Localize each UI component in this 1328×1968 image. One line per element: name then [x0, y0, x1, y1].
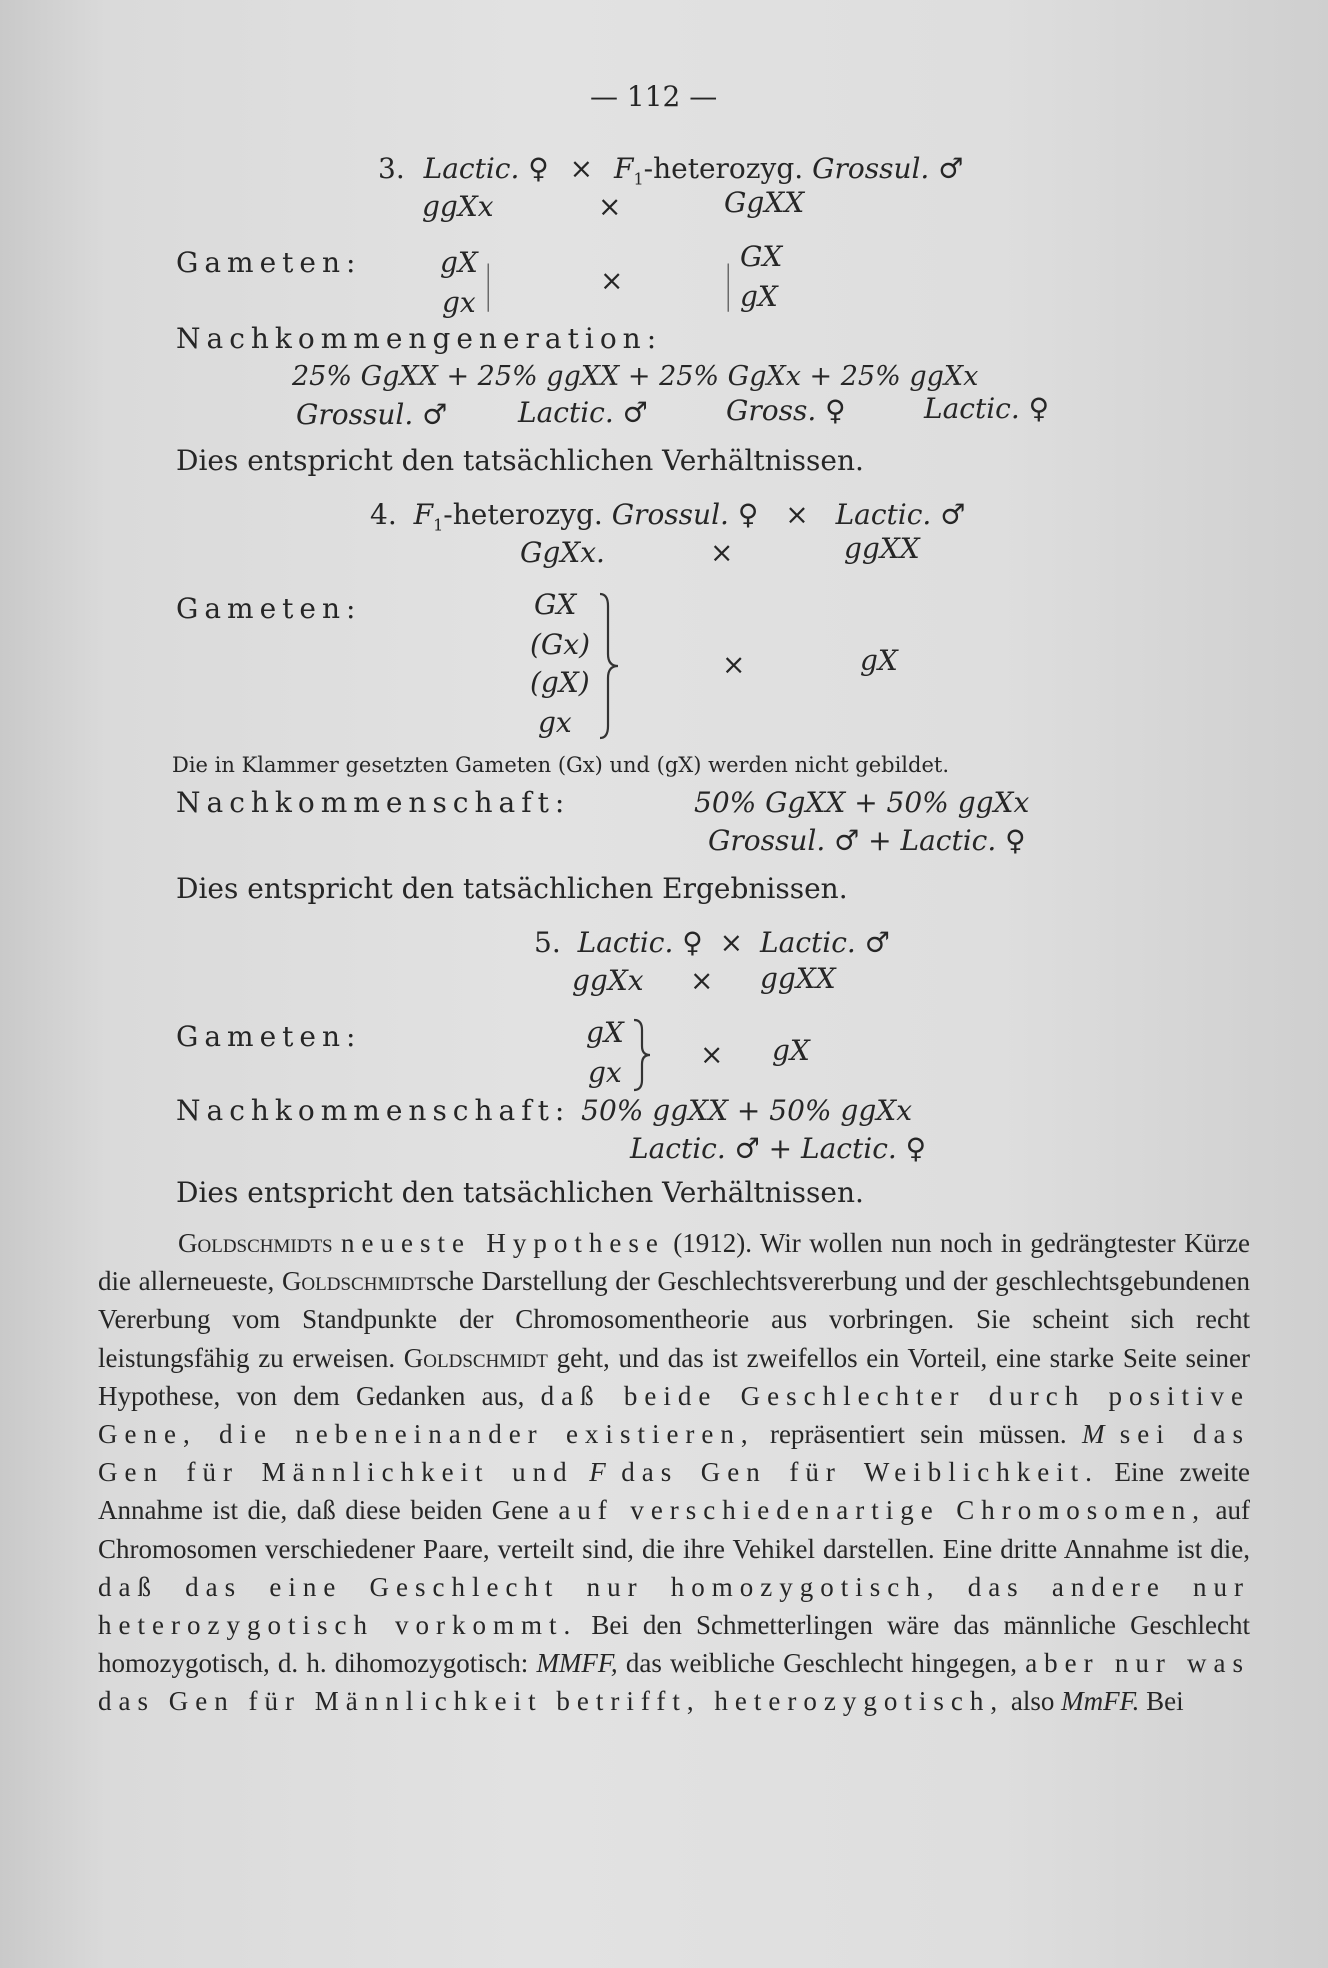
cross4-brace: [596, 590, 622, 742]
cross3-parent2-rest: -heterozyg.: [643, 152, 804, 185]
cross3-offspring-name-1: Grossul. ♂: [296, 398, 448, 431]
cross4-parent2: Lactic. ♂: [835, 498, 966, 531]
cross5-gam2: gX: [772, 1034, 810, 1067]
emphasis: auf verschiedenartige Chromosomen,: [558, 1495, 1206, 1526]
cross3-parent2-name: Grossul. ♂: [812, 152, 964, 185]
cross3-gam2-a: GX: [740, 240, 783, 273]
cross5-parent2: Lactic. ♂: [760, 926, 890, 959]
cross3-offspring-formula: 25% GgXX + 25% ggXX + 25% GgXx + 25% ggXx: [292, 361, 979, 392]
cross5-gameten-label: Gameten:: [176, 1020, 362, 1053]
cross3-offspring-name-4: Lactic. ♀: [924, 392, 1050, 425]
cross5-parent1: Lactic. ♀: [577, 926, 703, 959]
cross3-gam-times: ×: [600, 264, 624, 297]
cross4-gam-times: ×: [722, 648, 746, 681]
cross5-offspring-names: Lactic. ♂ + Lactic. ♀: [630, 1132, 927, 1165]
cross5-times: ×: [719, 926, 744, 959]
cross3-offspring-name-3: Gross. ♀: [726, 394, 846, 427]
cross3-offspring-label: Nachkommengeneration:: [176, 322, 663, 355]
cross4-times: ×: [785, 498, 809, 531]
cross3-geno-times: ×: [598, 190, 622, 223]
cross5-header: [534, 926, 890, 960]
page-number: — 112 —: [590, 80, 718, 113]
author-name: Goldschmidt: [403, 1342, 548, 1373]
cross3-number: 3.: [378, 152, 405, 185]
cross3-brace-left: |: [484, 256, 492, 312]
emphasis: daß das eine Geschlecht nur homozygotisch, das andere nur heterozygotisch vorkommt.: [98, 1571, 1250, 1641]
cross3-gam1-b: gx: [442, 286, 476, 319]
emphasis: aber nur was das Gen für Männlichkeit betrifft, heterozygotisch,: [98, 1648, 1251, 1717]
cross5-geno2: ggXX: [760, 962, 836, 995]
cross3-brace-right: |: [724, 256, 732, 312]
cross4-number: 4.: [370, 498, 397, 531]
section-heading: neueste Hypothese: [341, 1228, 665, 1258]
cross5-offspring-row: [176, 1094, 912, 1128]
cross4-offspring-names: Grossul. ♂ + Lactic. ♀: [708, 824, 1026, 857]
cross4-offspring-label: Nachkommenschaft:: [176, 786, 571, 819]
cross4-offspring-formula: 50% GgXX + 50% ggXx: [694, 786, 1030, 819]
cross4-geno-times: ×: [710, 536, 734, 569]
emphasis: daß beide Geschlechter durch positive Gene, die nebeneinander existieren,: [98, 1380, 1250, 1450]
cross3-gam2-b: gX: [740, 280, 778, 313]
cross3-geno2: GgXX: [724, 186, 805, 219]
cross4-gam1-d: gx: [538, 706, 572, 739]
cross3-gameten-label: Gameten:: [176, 246, 362, 279]
cross3-offspring-name-2: Lactic. ♂: [518, 396, 648, 429]
cross3-parent2-sub: 1: [633, 169, 644, 189]
cross5-geno1: ggXx: [572, 964, 644, 997]
emphasis: das Gen für Weiblichkeit.: [621, 1457, 1099, 1488]
cross5-offspring-label: Nachkommenschaft:: [176, 1094, 571, 1127]
cross3-gam1-a: gX: [440, 246, 478, 279]
cross4-geno1: GgXx.: [520, 536, 605, 569]
cross4-parent1-name: Grossul. ♀: [611, 498, 759, 531]
author-name: Goldschmidt: [281, 1266, 426, 1297]
cross4-parent1-sub: 1: [433, 515, 444, 535]
body-paragraph: [98, 1224, 1250, 1721]
paragraph-text: Goldschmidts neueste Hypothese (1912). Wir wollen nun noch in gedrängtester Kürze die allerneueste, Goldschmidtsche Darstellung der Geschlechtsvererbung und der geschlechtsgebundenen Vererbung vom Standpunkte der Chromosomentheorie aus vorbringen. Sie scheint sich recht leistungsfähig zu erweisen. Goldschmidt geht, und das ist zweifellos ein Vorteil, eine starke Seite seiner Hypothese, von dem Gedanken aus, daß beide Geschlechter durch positive Gene, die nebeneinander existieren, repräsentiert sein müssen. M sei das Gen für Männlichkeit und F das Gen für Weiblichkeit. Eine zweite Annahme ist die, daß diese beiden Gene auf verschiedenartige Chromosomen, auf Chromosomen verschiedener Paare, verteilt sind, die ihre Vehikel darstellen. Eine dritte Annahme ist die, daß das eine Geschlecht nur homozygotisch, das andere nur heterozygotisch vorkommt. Bei den Schmetterlingen wäre das männliche Geschlecht homozygotisch, d. h. dihomozygotisch: MMFF, das weibliche Geschlecht hingegen, aber nur was das Gen für Männlichkeit betrifft, heterozygotisch, also MmFF. Bei: [98, 1228, 1251, 1717]
cross4-gam1-b: (Gx): [530, 628, 591, 661]
cross4-geno2: ggXX: [844, 532, 920, 565]
cross3-note: Dies entspricht den tatsächlichen Verhältnissen.: [176, 444, 864, 477]
author-name: Goldschmidts: [178, 1228, 333, 1258]
cross5-geno-times: ×: [690, 964, 714, 997]
cross5-brace: [630, 1016, 654, 1094]
emphasis: sei das Gen für Männlichkeit und: [98, 1419, 1251, 1488]
cross3-geno1: ggXx: [422, 190, 494, 223]
cross5-gam1-a: gX: [586, 1016, 624, 1049]
cross4-parent1-prefix: F: [413, 498, 434, 531]
cross3-parent2-prefix: F: [614, 152, 634, 185]
cross4-footnote: Die in Klammer gesetzten Gameten (Gx) und (gX) werden nicht gebildet.: [172, 753, 949, 777]
cross4-note: Dies entspricht den tatsächlichen Ergebnissen.: [176, 872, 848, 905]
cross5-gam-times: ×: [700, 1038, 724, 1071]
cross4-gam1-a: GX: [534, 588, 577, 621]
cross5-number: 5.: [534, 926, 561, 959]
cross3-times: ×: [569, 152, 594, 185]
cross5-gam1-b: gx: [588, 1056, 622, 1089]
cross3-parent1: Lactic. ♀: [423, 152, 549, 185]
cross4-gam2: gX: [860, 644, 898, 677]
cross5-offspring-formula: 50% ggXX + 50% ggXx: [581, 1094, 912, 1127]
cross5-note: Dies entspricht den tatsächlichen Verhältnissen.: [176, 1176, 864, 1209]
cross4-gam1-c: (gX): [530, 666, 590, 699]
cross4-parent1-rest: -heterozyg.: [443, 498, 603, 531]
cross4-gameten-label: Gameten:: [176, 592, 362, 625]
